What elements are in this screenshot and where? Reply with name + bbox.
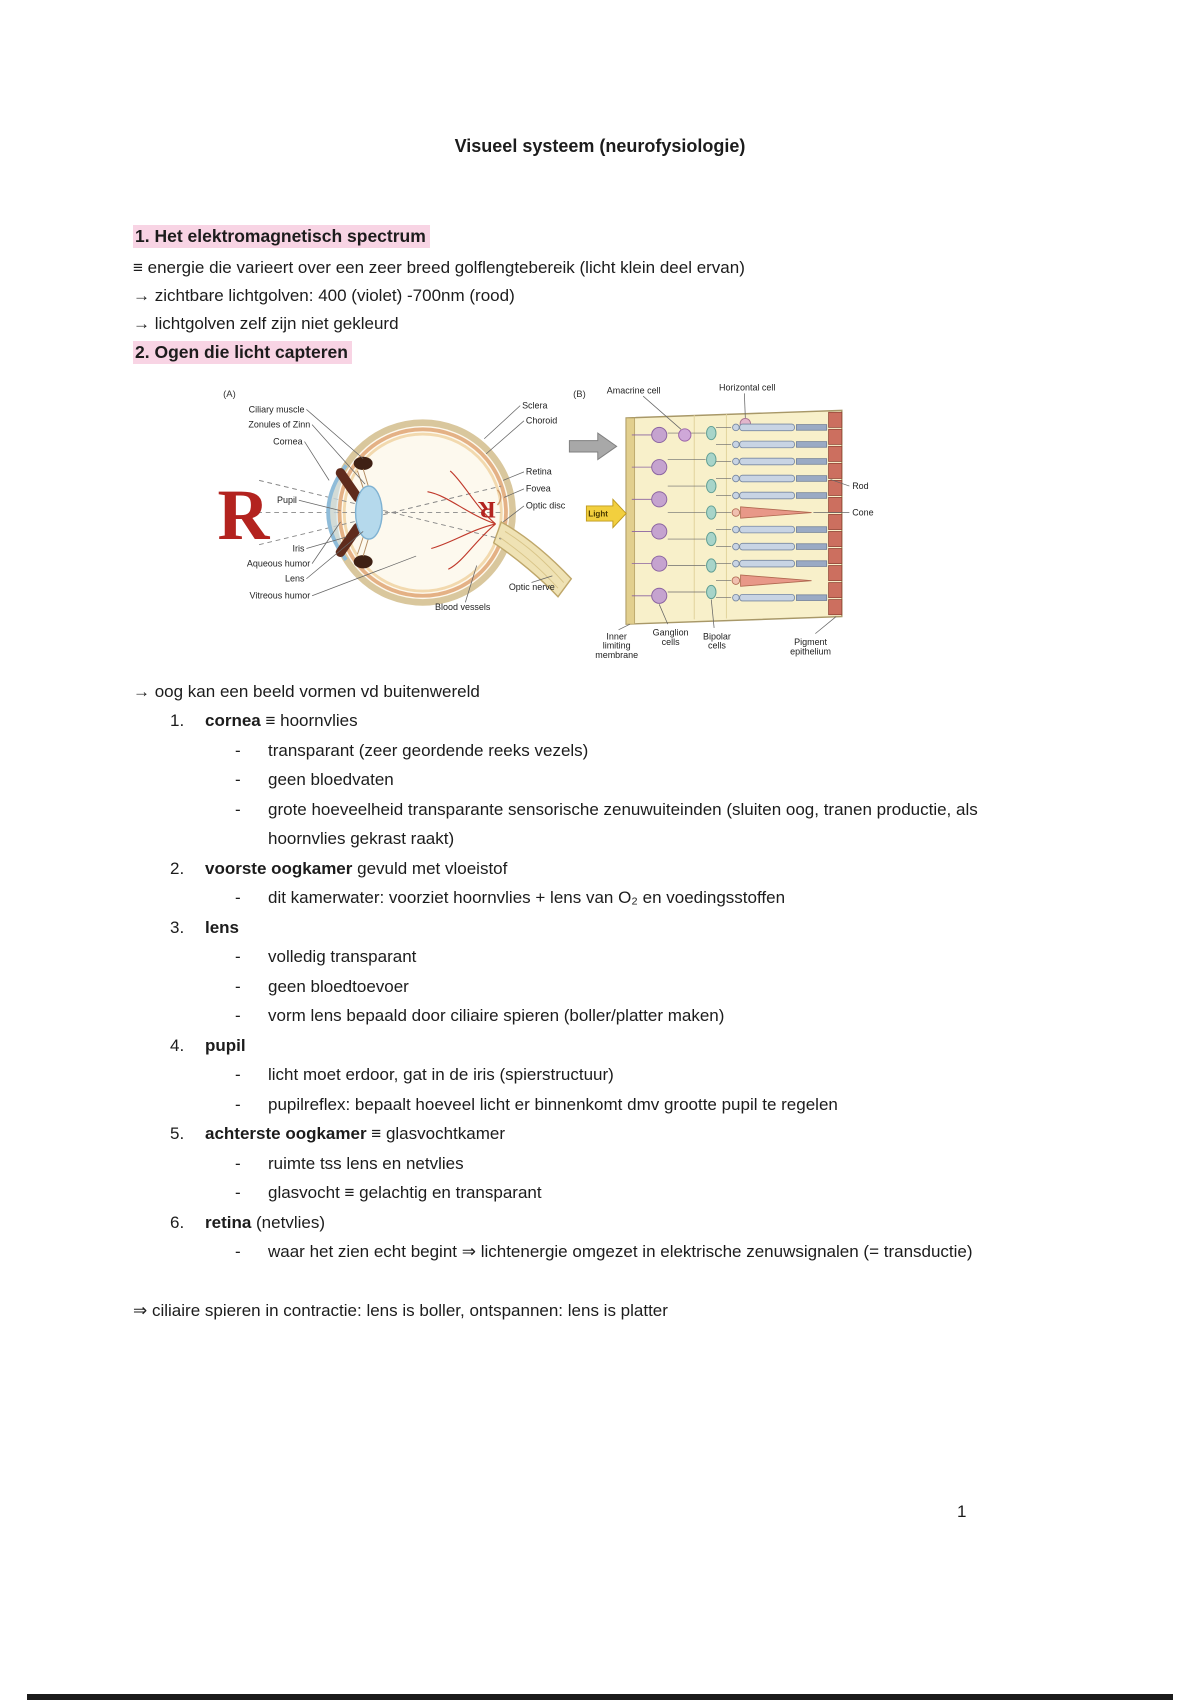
eye-parts-list <box>133 706 1067 1267</box>
term: voorste oogkamer <box>205 858 353 878</box>
label-ciliary-muscle: Ciliary muscle <box>248 404 305 415</box>
sub-item <box>205 1237 1067 1267</box>
section-electromagnetic-spectrum <box>133 222 1067 338</box>
body-line: → lichtgolven zelf zijn niet gekleurd <box>133 314 399 333</box>
list-item-voorste-oogkamer <box>170 854 1067 913</box>
sub-text: glasvocht ≡ gelachtig en transparant <box>268 1183 542 1202</box>
list-item-body <box>205 706 1067 854</box>
list-item-body <box>205 1119 1067 1208</box>
sub-text: pupilreflex: bepaalt hoeveel licht er binnenkomt dmv grootte pupil te regelen <box>268 1094 838 1114</box>
panel-b-retina-diagram <box>573 383 874 661</box>
label-rod: Rod <box>852 480 869 491</box>
label-blood-vessels: Blood vessels <box>435 601 491 612</box>
term: pupil <box>205 1035 246 1055</box>
sub-text: licht moet erdoor, gat in de iris (spierstructuur) <box>268 1065 614 1084</box>
sub-item <box>205 765 1067 795</box>
section-eyes-capture-light <box>133 338 1067 1325</box>
term-rest: gevuld met vloeistof <box>352 858 508 878</box>
sub-text: transparant (zeer geordende reeks vezels) <box>268 740 589 760</box>
list-item-pupil <box>170 1031 1067 1120</box>
amacrine-cell-shape <box>679 429 691 441</box>
label-cone: Cone <box>852 507 874 518</box>
label-horizontal-cell: Horizontal cell <box>719 382 776 393</box>
panel-a-tag: (A) <box>223 389 236 401</box>
lens-shape <box>356 486 382 539</box>
label-cornea: Cornea <box>273 436 303 447</box>
list-number: 4. <box>170 1035 185 1055</box>
list-item-body <box>205 854 1067 913</box>
list-number: 5. <box>170 1124 185 1143</box>
label-optic-disc: Optic disc <box>525 500 566 511</box>
sub-item <box>205 1178 1067 1208</box>
intro-line: → oog kan een beeld vormen vd buitenwereld <box>133 682 480 701</box>
retinal-image-letter-R: R <box>478 496 496 523</box>
label-ganglion-1: Ganglion <box>652 627 689 638</box>
term: lens <box>205 917 240 937</box>
bullet-dash: - <box>235 1153 241 1173</box>
section-1-heading <box>133 222 1067 250</box>
label-sclera: Sclera <box>522 400 548 411</box>
sub-text: ruimte tss lens en netvlies <box>268 1153 464 1173</box>
term-line <box>205 854 1067 884</box>
sub-item <box>205 942 1067 972</box>
bullet-dash: - <box>235 1242 241 1261</box>
label-ganglion-2: cells <box>661 636 680 647</box>
body-line: ≡ energie die varieert over een zeer breed golflengtebereik (licht klein deel ervan) <box>133 258 745 277</box>
eye-retina-figure <box>191 380 1067 664</box>
light-arrow-label: Light <box>588 509 608 519</box>
label-pupil: Pupil <box>276 495 297 506</box>
ciliary-muscle-top <box>354 457 373 470</box>
term-rest: ≡ hoornvlies <box>260 711 358 730</box>
section-2-heading <box>133 338 1067 366</box>
list-item-retina <box>170 1208 1067 1267</box>
list-item-achterste-oogkamer <box>170 1119 1067 1208</box>
label-retina: Retina <box>525 466 552 477</box>
sub-item <box>205 736 1067 766</box>
term-rest: ≡ glasvochtkamer <box>366 1124 505 1143</box>
page-number: 1 <box>957 1502 967 1521</box>
term: cornea <box>205 711 261 730</box>
panel-b-tag: (B) <box>573 389 586 401</box>
page-title: Visueel systeem (neurofysiologie) <box>454 136 746 156</box>
sub-text: volledig transparant <box>268 947 417 966</box>
sub-item <box>205 1090 1067 1120</box>
term: achterste oogkamer <box>205 1124 367 1143</box>
section-1-body <box>133 254 1067 338</box>
list-item-body <box>205 1208 1067 1267</box>
sub-text: vorm lens bepaald door ciliaire spieren (boller/platter maken) <box>268 1006 725 1025</box>
figure-svg <box>191 380 891 664</box>
list-number: 1. <box>170 711 185 730</box>
term-line <box>205 1208 1067 1238</box>
sub-text: geen bloedvaten <box>268 770 394 789</box>
sub-item <box>205 883 1067 913</box>
sub-item <box>205 795 1067 854</box>
bullet-dash: - <box>235 947 241 966</box>
panel-a-eye-diagram <box>217 389 571 612</box>
bullet-dash: - <box>235 1094 241 1114</box>
sub-text: dit kamerwater: voorziet hoornvlies + lens van O₂ en voedingsstoffen <box>268 888 786 907</box>
label-lens: Lens <box>285 573 305 584</box>
label-aqueous-humor: Aqueous humor <box>246 558 311 569</box>
bullet-dash: - <box>235 799 241 819</box>
bullet-dash: - <box>235 1183 241 1202</box>
term-rest: (netvlies) <box>251 1212 325 1232</box>
conclusion-line: ⇒ ciliaire spieren in contractie: lens is boller, ontspannen: lens is platter <box>133 1300 668 1320</box>
term-line <box>205 913 1067 943</box>
sub-item <box>205 1001 1067 1031</box>
bullet-dash: - <box>235 1065 241 1084</box>
label-pigment-1: Pigment <box>794 636 828 647</box>
label-fovea: Fovea <box>525 483 551 494</box>
term: retina <box>205 1212 252 1232</box>
label-iris: Iris <box>292 543 305 554</box>
bullet-dash: - <box>235 888 241 907</box>
bullet-dash: - <box>235 1006 241 1025</box>
section-2-heading-text: 2. Ogen die licht capteren <box>133 341 352 364</box>
list-item-body <box>205 1031 1067 1120</box>
ciliary-muscle-bottom <box>354 555 373 568</box>
label-inner-limiting-2: limiting <box>602 640 631 651</box>
bullet-dash: - <box>235 770 241 789</box>
section-1-heading-text: 1. Het elektromagnetisch spectrum <box>133 225 430 248</box>
label-inner-limiting-3: membrane <box>595 650 639 661</box>
label-zonules: Zonules of Zinn <box>248 419 311 430</box>
label-pigment-2: epithelium <box>790 646 832 657</box>
sub-text: grote hoeveelheid transparante sensorische zenuwuiteinden (sluiten oog, tranen productie, als hoornvlies gekrast raakt) <box>268 799 978 848</box>
list-number: 6. <box>170 1212 185 1232</box>
label-inner-limiting-1: Inner <box>606 631 627 642</box>
light-arrow <box>586 499 626 527</box>
term-line <box>205 706 1067 736</box>
sub-item <box>205 1149 1067 1179</box>
list-number: 3. <box>170 917 185 937</box>
stimulus-letter-R: R <box>217 475 270 556</box>
label-choroid: Choroid <box>525 415 558 426</box>
label-vitreous-humor: Vitreous humor <box>249 590 311 601</box>
sub-item <box>205 1060 1067 1090</box>
bullet-dash: - <box>235 976 241 996</box>
term-line <box>205 1031 1067 1061</box>
sub-text: waar het zien echt begint ⇒ lichtenergie omgezet in elektrische zenuwsignalen (= transductie) <box>268 1242 973 1261</box>
body-line: → zichtbare lichtgolven: 400 (violet) -700nm (rood) <box>133 286 515 305</box>
list-item-body <box>205 913 1067 1031</box>
label-amacrine-cell: Amacrine cell <box>606 385 661 396</box>
bullet-dash: - <box>235 740 241 760</box>
page-bottom-rule <box>27 1694 1173 1700</box>
term-line <box>205 1119 1067 1149</box>
panel-connector-arrow <box>569 433 616 459</box>
list-number: 2. <box>170 858 185 878</box>
label-bipolar-1: Bipolar <box>702 631 731 642</box>
label-bipolar-2: cells <box>707 640 726 651</box>
list-item-lens <box>170 913 1067 1031</box>
sub-item <box>205 972 1067 1002</box>
sub-text: geen bloedtoevoer <box>268 976 409 996</box>
list-item-cornea <box>170 706 1067 854</box>
label-optic-nerve: Optic nerve <box>508 582 555 593</box>
inner-limiting-membrane-shape <box>626 418 635 624</box>
